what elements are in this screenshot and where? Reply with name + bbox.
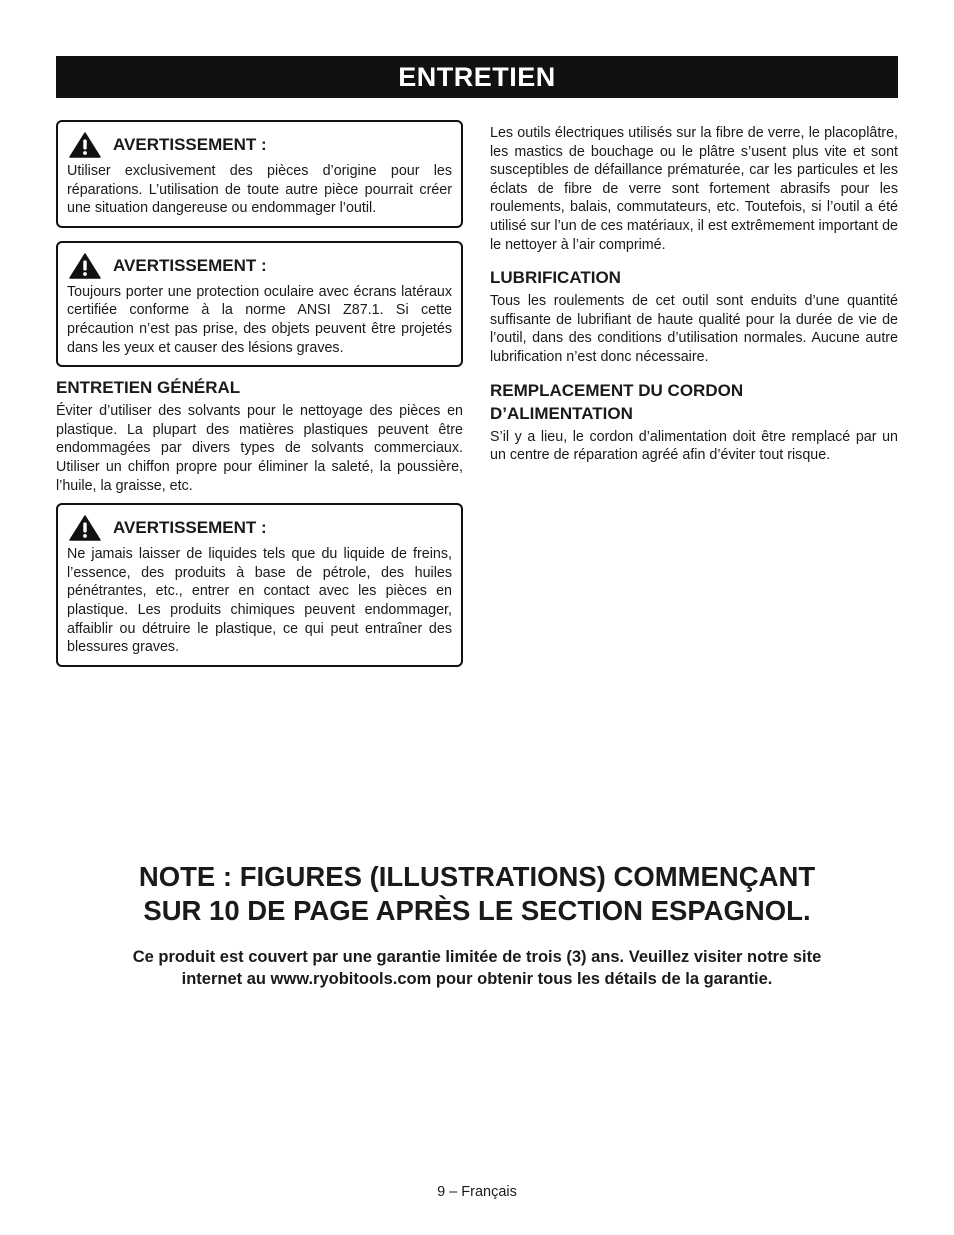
figures-note-line1: NOTE : FIGURES (ILLUSTRATIONS) COMMENÇANT [138, 861, 816, 892]
cord-replacement-section [490, 379, 898, 465]
general-maintenance-heading: ENTRETIEN GÉNÉRAL [56, 378, 241, 398]
warning-text: Utiliser exclusivement des pièces d’origine pour les réparations. L’utilisation de toute autre pièce pourrait créer une situation dangereuse ou endommager l’outil. [67, 163, 452, 217]
warning-title: AVERTISSEMENT : [113, 518, 267, 538]
warranty-line1: Ce produit est couvert par une garantie limitée de trois (3) ans. Veuillez visiter notre site [132, 948, 822, 966]
figures-note [0, 860, 954, 928]
warning-header [69, 515, 452, 541]
warning-title: AVERTISSEMENT : [113, 255, 267, 275]
figures-note-line2: SUR 10 DE PAGE APRÈS LE SECTION ESPAGNOL. [143, 895, 811, 926]
section-banner [56, 56, 898, 98]
warning-triangle-icon [69, 515, 101, 541]
warning-box-eye-protection [56, 241, 463, 367]
left-column [56, 120, 463, 667]
page-footer [0, 1184, 954, 1200]
lubrication-text: Tous les roulements de cet outil sont enduits d’une quantité suffisante de lubrifiant de haute qualité pour la durée de vie de l’outil, dans des conditions d’utilisation normales. Aucune autre lubrification n’est donc nécessaire. [490, 293, 898, 365]
warning-triangle-icon [69, 253, 101, 279]
lubrication-section [490, 266, 898, 366]
warning-box-parts [56, 120, 463, 228]
section-title: ENTRETIEN [398, 62, 556, 92]
cord-replacement-heading [490, 379, 898, 425]
warning-text: Ne jamais laisser de liquides tels que du liquide de freins, l’essence, des produits à base de pétrole, des huiles pénétrantes, etc., entrer en contact avec les pièces en plastique. Les produits chimiques peuvent endommager, affaiblir ou détruire le plastique, ce qui peut entraîner des blessures graves. [67, 546, 452, 656]
warning-header [69, 132, 452, 158]
fiberglass-paragraph: Les outils électriques utilisés sur la fibre de verre, le placoplâtre, les mastics de bouchage ou le plâtre s’usent plus vite et sont susceptibles de défaillance prématurée, car les particules et les éclats de fibre de verre sont fortement abrasifs pour les roulements, balais, commutateurs, etc. Toutefois, si l’outil a été utilisé sur l’un de ces matériaux, il est extrêmement important de le nettoyer à l’air comprimé. [490, 125, 898, 253]
lubrication-heading: LUBRIFICATION [490, 268, 621, 288]
general-maintenance-section [56, 376, 463, 495]
warning-triangle-icon [69, 132, 101, 158]
warranty-notice [56, 946, 898, 990]
cord-heading-line1: REMPLACEMENT DU CORDON [490, 380, 744, 400]
cord-replacement-text: S’il y a lieu, le cordon d’alimentation doit être remplacé par un un centre de réparation agréé afin d’éviter tout risque. [490, 428, 898, 464]
page-number: 9 – Français [437, 1184, 517, 1200]
warning-title: AVERTISSEMENT : [113, 135, 267, 154]
warning-box-liquids [56, 503, 463, 667]
warning-header [69, 253, 452, 279]
warranty-line2: internet au www.ryobitools.com pour obtenir tous les détails de la garantie. [181, 970, 773, 988]
right-column [490, 124, 898, 465]
cord-heading-line2: D’ALIMENTATION [490, 403, 633, 423]
general-maintenance-text: Éviter d’utiliser des solvants pour le nettoyage des pièces en plastique. La plupart des matières plastiques peuvent être endommagées par divers types de solvants commerciaux. Utiliser un chiffon propre pour éliminer la saleté, la poussière, l’huile, la graisse, etc. [56, 403, 463, 494]
warning-text: Toujours porter une protection oculaire avec écrans latéraux certifiée conforme à la norme ANSI Z87.1. Si cette précaution n’est pas prise, des objets peuvent être projetés dans les yeux et causer des lésions graves. [67, 283, 452, 356]
